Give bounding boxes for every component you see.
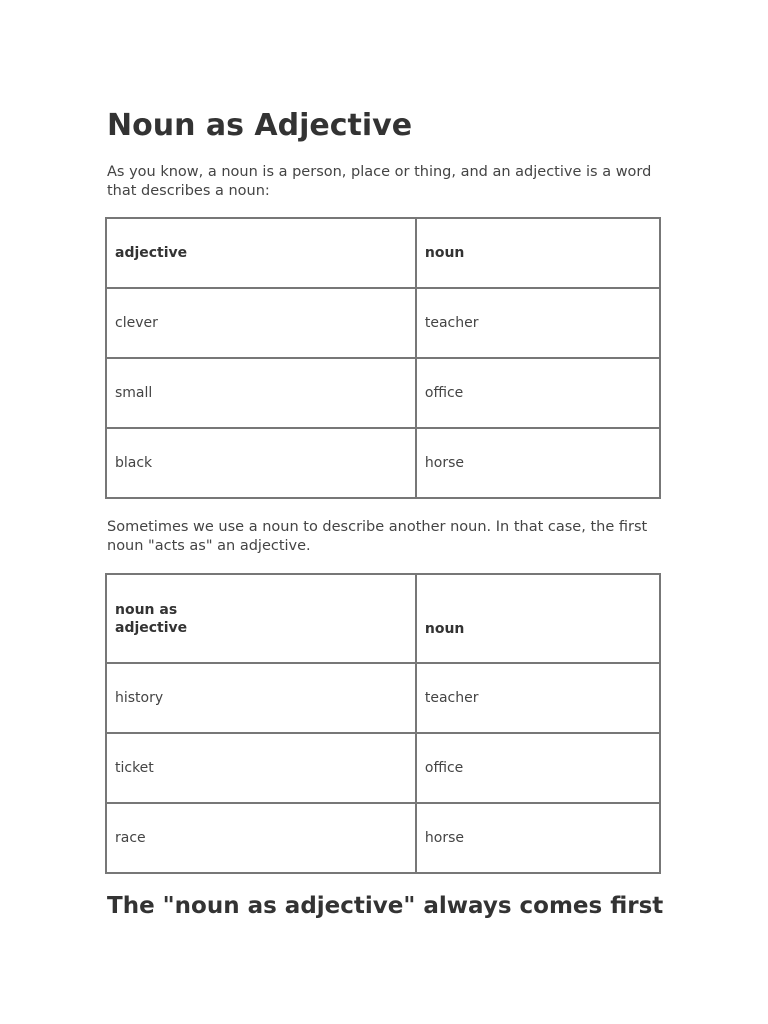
table-header-row — [106, 218, 660, 288]
table-cell: office — [416, 733, 660, 803]
header-cell-noun: noun — [416, 218, 660, 288]
header-cell-noun-as-adjective — [106, 574, 416, 663]
section-heading: The "noun as adjective" always comes first — [107, 893, 664, 919]
table-cell: black — [106, 428, 416, 498]
page-title: Noun as Adjective — [107, 108, 413, 143]
table-cell: horse — [416, 803, 660, 873]
header-line: noun as adjective — [115, 601, 188, 636]
intro-paragraph: As you know, a noun is a person, place or thing, and an adjective is a word that describes a noun: — [107, 164, 652, 199]
table-cell: office — [416, 358, 660, 428]
table-cell: ticket — [106, 733, 416, 803]
table-row — [106, 663, 660, 733]
table-row — [106, 803, 660, 873]
table-cell: clever — [106, 288, 416, 358]
noun-as-adjective-table — [105, 573, 661, 874]
header-cell-adjective: adjective — [106, 218, 416, 288]
table-row — [106, 733, 660, 803]
table-row — [106, 358, 660, 428]
header-cell-noun: noun — [416, 574, 660, 663]
table-row — [106, 428, 660, 498]
second-paragraph: Sometimes we use a noun to describe another noun. In that case, the first noun "acts as" an adjective. — [107, 519, 648, 554]
table-row — [106, 288, 660, 358]
table-cell: horse — [416, 428, 660, 498]
table-cell: history — [106, 663, 416, 733]
table-header-row — [106, 574, 660, 663]
table-cell: race — [106, 803, 416, 873]
table-cell: teacher — [416, 663, 660, 733]
table-cell: teacher — [416, 288, 660, 358]
table-cell: small — [106, 358, 416, 428]
adjective-noun-table — [105, 217, 661, 499]
